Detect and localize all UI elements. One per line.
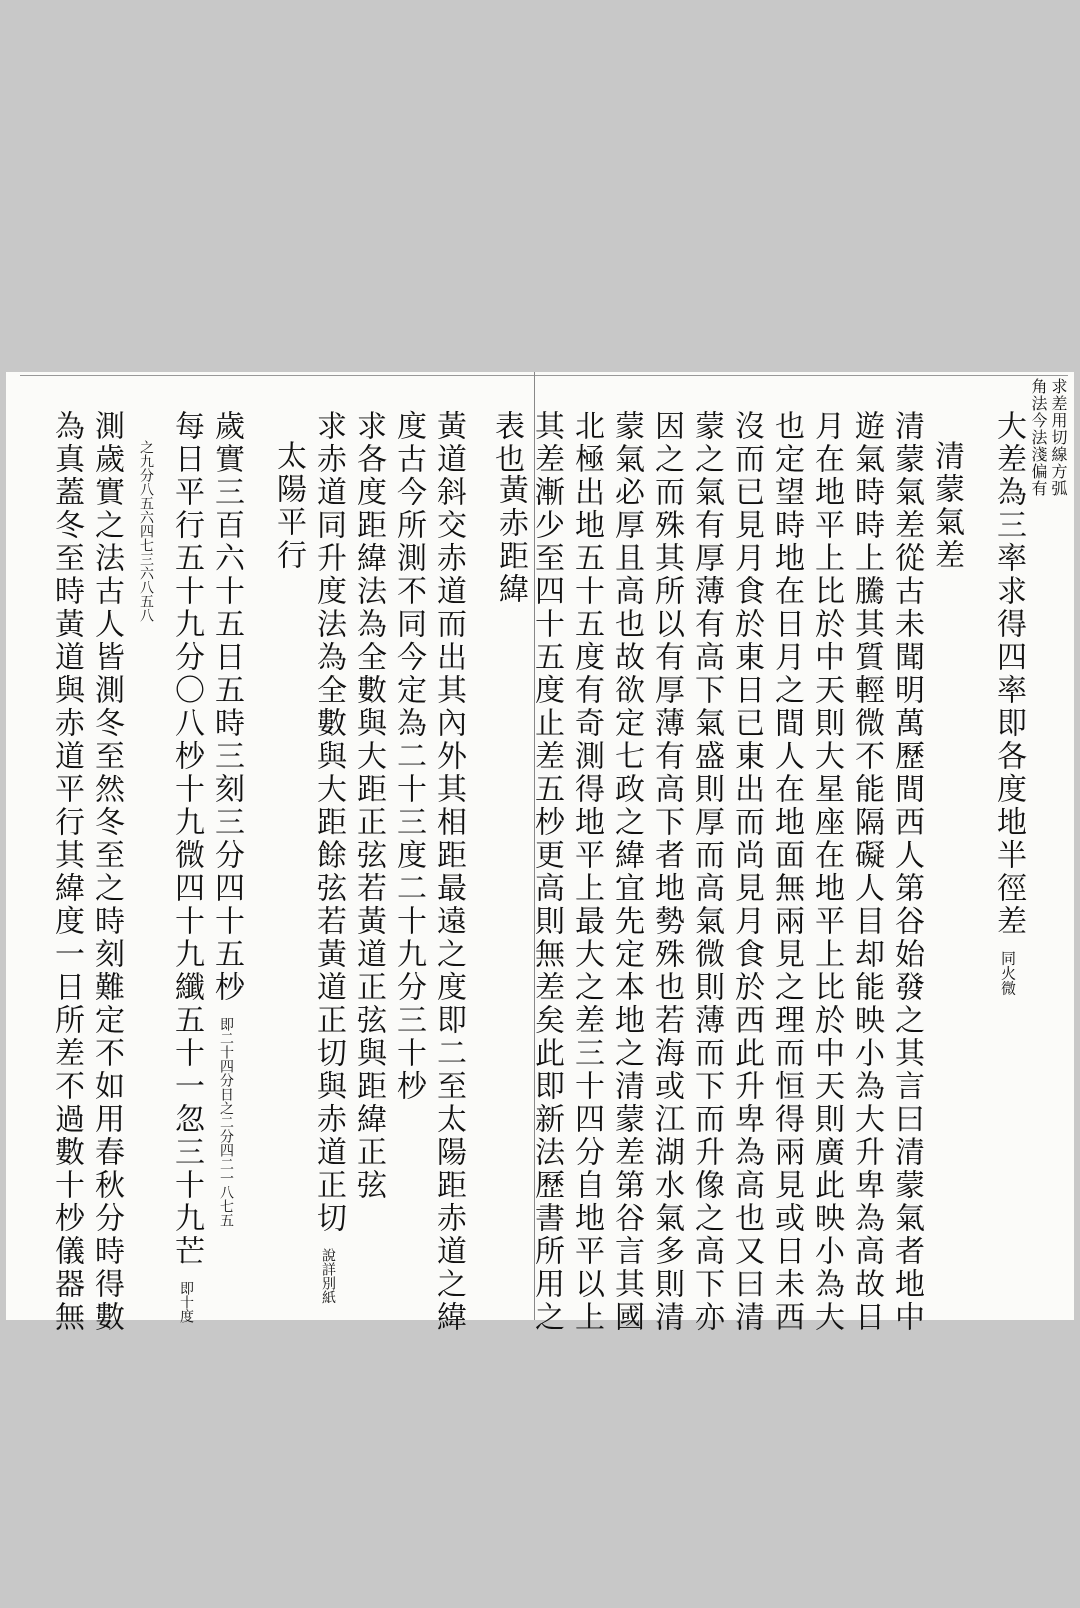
marginal-note [1048, 378, 1068, 1308]
text-column [886, 378, 926, 1334]
heading-text: 清蒙氣差 [929, 440, 964, 572]
text-line: 清蒙氣差從古未聞明萬歷間西人第谷始發之其言曰清蒙氣者地中 [889, 410, 924, 1334]
text-line: 沒而已見月食於東日已東出而尚見月食於西此升卑為高也又曰清 [729, 410, 764, 1334]
heading-text: 黃赤距緯 [493, 474, 528, 606]
text-line: 遊氣時時上騰其質輕微不能隔礙人目却能映小為大升卑為高故日 [849, 410, 884, 1334]
heading-text: 太陽平行 [271, 440, 306, 572]
text-line: 每日平行五十九分〇八杪十九微四十九纖五十一忽三十九芒 [169, 410, 204, 1268]
interlinear-note: 說詳別紙 [320, 1247, 336, 1304]
text-column [428, 378, 468, 1334]
text-column [766, 378, 806, 1334]
text-column [86, 378, 126, 1334]
marginal-note-line: 角法今法淺偏有 [1029, 378, 1048, 497]
text-column-note [126, 378, 166, 1308]
text-column [686, 378, 726, 1334]
interlinear-note: 同火微 [999, 950, 1017, 996]
text-line: 求赤道同升度法為全數與大距餘弦若黃道正切與赤道正切 [311, 410, 346, 1235]
text-line: 歲實三百六十五日五時三刻三分四十五杪 [209, 410, 244, 1004]
text-column [806, 378, 846, 1334]
text-line: 蒙之氣有厚薄有高下氣盛則厚而高氣微則薄而下而升像之高下亦 [689, 410, 724, 1334]
text-line: 為真蓋冬至時黃道與赤道平行其緯度一日所差不過數十杪儀器無 [49, 410, 84, 1334]
text-column [988, 378, 1028, 1308]
top-rule [20, 375, 1068, 376]
left-page [10, 378, 530, 1334]
text-line: 因之而殊其所以有厚薄有高下者地勢殊也若海或江湖水氣多則清 [649, 410, 684, 1334]
text-line: 求各度距緯法為全數與大距正弦若黃道正弦與距緯正弦 [351, 410, 386, 1202]
text-line: 大差為三率求得四率即各度地半徑差 [991, 410, 1026, 938]
text-line: 北極出地五十五度有奇測得地平上最大之差三十四分自地平以上 [569, 410, 604, 1334]
text-column [308, 378, 348, 1308]
text-line: 也定望時地在日月之間人在地面無兩見之理而恒得兩見或日未西 [769, 410, 804, 1334]
text-line: 蒙氣必厚且高也故欲定七政之緯宜先定本地之清蒙差第谷言其國 [609, 410, 644, 1334]
text-column [348, 378, 388, 1308]
text-column [566, 378, 606, 1334]
text-line: 黃道斜交赤道而出其內外其相距最遠之度即二至太陽距赤道之緯 [431, 410, 466, 1334]
marginal-note [1028, 378, 1048, 1308]
text-column [166, 378, 206, 1323]
text-column [726, 378, 766, 1334]
section-heading [268, 378, 308, 1308]
text-line: 測歲實之法古人皆測冬至然冬至之時刻難定不如用春秋分時得數 [89, 410, 124, 1334]
interlinear-note: 即二十四分日之二分四二一八七五 [218, 1016, 234, 1227]
section-heading [926, 378, 966, 1308]
text-line: 其差漸少至四十五度止差五杪更高則無差矣此即新法歷書所用之 [529, 410, 564, 1334]
text-line: 度古今所測不同今定為二十三度二十九分三十杪 [391, 410, 426, 1103]
interlinear-note: 即十度 [178, 1280, 194, 1323]
marginal-note-line: 求差用切線方弧 [1049, 378, 1068, 497]
text-line: 表也 [489, 410, 524, 476]
text-line: 月在地平上比於中天則大星座在地平上比於中天則廣此映小為大 [809, 410, 844, 1334]
text-column [206, 378, 246, 1308]
text-column [606, 378, 646, 1334]
text-column [646, 378, 686, 1334]
text-column [46, 378, 86, 1334]
text-column [388, 378, 428, 1308]
section-heading [490, 378, 530, 1308]
interlinear-note: 之九分八五六四七三六八五八 [138, 440, 154, 622]
text-column [846, 378, 886, 1334]
text-column [526, 378, 566, 1334]
